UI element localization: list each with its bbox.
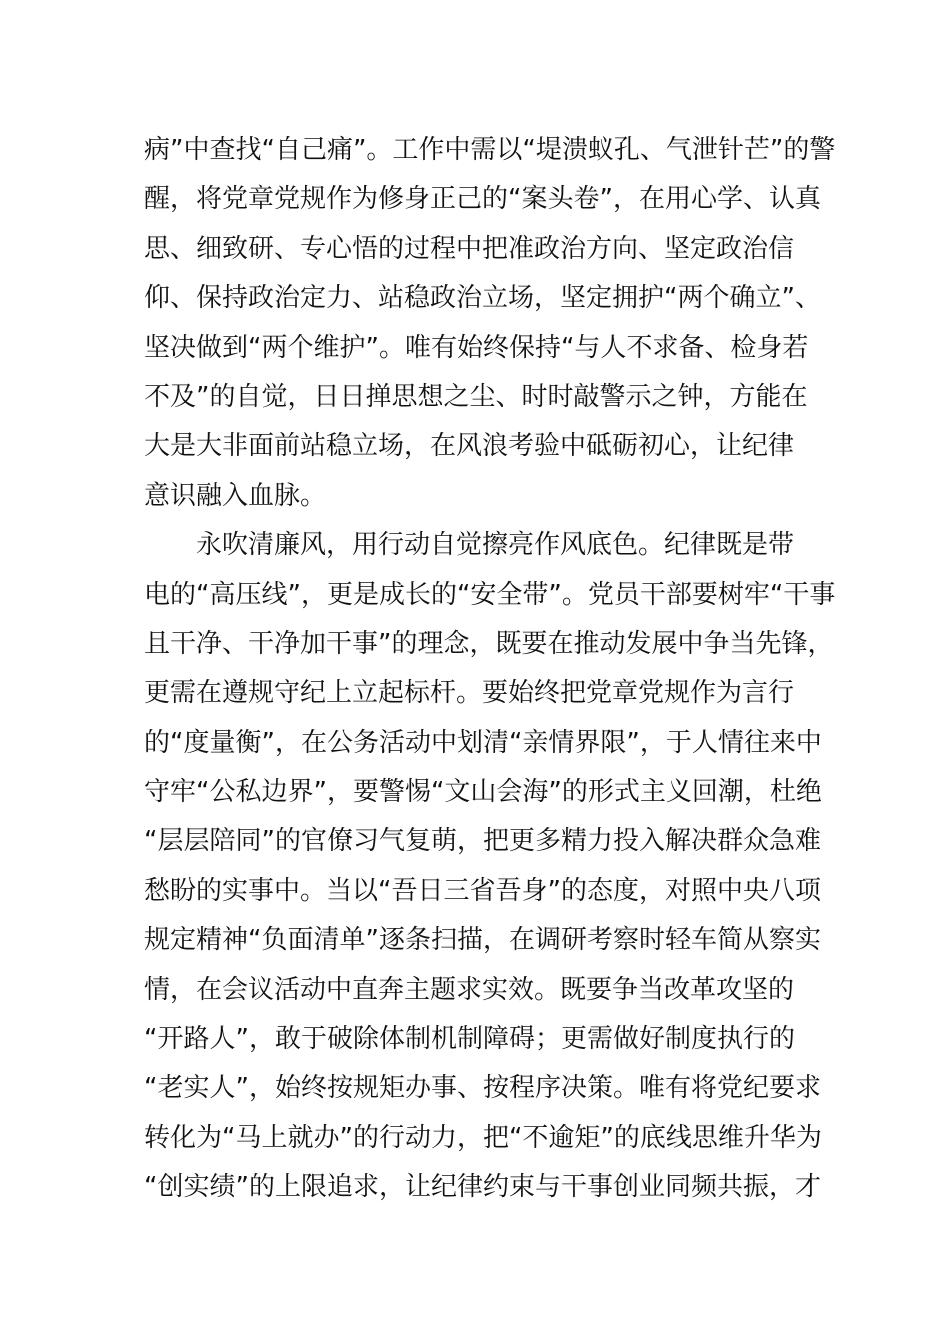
paragraph-line: 坚决做到“两个维护”。唯有始终保持“与人不求备、检身若 xyxy=(144,332,809,363)
paragraph-line: 规定精神“负面清单”逐条扫描，在调研考察时轻车简从察实 xyxy=(144,925,821,956)
paragraph-line: 情，在会议活动中直奔主题求实效。既要争当改革攻坚的 xyxy=(144,974,795,1005)
paragraph-line: 仰、保持政治定力、站稳政治立场，坚定拥护“两个确立”、 xyxy=(144,283,821,314)
paragraph-line: “创实绩”的上限追求，让纪律约束与干事创业同频共振，才 xyxy=(144,1172,821,1203)
paragraph-line: 醒，将党章党规作为修身正己的“案头卷”，在用心学、认真 xyxy=(144,184,821,215)
paragraph-line: 意识融入血脉。 xyxy=(144,480,327,511)
paragraph-line: “老实人”，始终按规矩办事、按程序决策。唯有将党纪要求 xyxy=(144,1073,821,1104)
paragraph-line: 不及”的自觉，日日掸思想之尘、时时敲警示之钟，方能在 xyxy=(144,381,808,412)
paragraph-line: 愁盼的实事中。当以“吾日三省吾身”的态度，对照中央八项 xyxy=(144,875,821,906)
paragraph-line: 思、细致研、专心悟的过程中把准政治方向、坚定政治信 xyxy=(144,233,795,264)
paragraph-1 xyxy=(144,126,834,521)
paragraph-line: 永吹清廉风，用行动自觉擦亮作风底色。纪律既是带 xyxy=(196,530,795,561)
paragraph-line: 且干净、干净加干事”的理念，既要在推动发展中争当先锋， xyxy=(144,628,834,659)
paragraph-line: 大是大非面前站稳立场，在风浪考验中砥砺初心，让纪律 xyxy=(144,431,795,462)
paragraph-2 xyxy=(144,521,834,1212)
paragraph-line: 更需在遵规守纪上立起标杆。要始终把党章党规作为言行 xyxy=(144,678,795,709)
paragraph-line: 守牢“公私边界”，要警惕“文山会海”的形式主义回潮，杜绝 xyxy=(144,777,822,808)
paragraph-line: 病”中查找“自己痛”。工作中需以“堤溃蚁孔、气泄针芒”的警 xyxy=(144,135,836,165)
paragraph-line: 电的“高压线”，更是成长的“安全带”。党员干部要树牢“干事 xyxy=(144,579,836,610)
document-body xyxy=(144,126,834,1213)
paragraph-line: 转化为“马上就办”的行动力，把“不逾矩”的底线思维升华为 xyxy=(144,1122,822,1153)
paragraph-line: 的“度量衡”，在公务活动中划清“亲情界限”，于人情往来中 xyxy=(144,727,822,758)
paragraph-line: “层层陪同”的官僚习气复萌，把更多精力投入解决群众急难 xyxy=(144,826,821,857)
paragraph-line: “开路人”，敢于破除体制机制障碍；更需做好制度执行的 xyxy=(144,1024,795,1055)
